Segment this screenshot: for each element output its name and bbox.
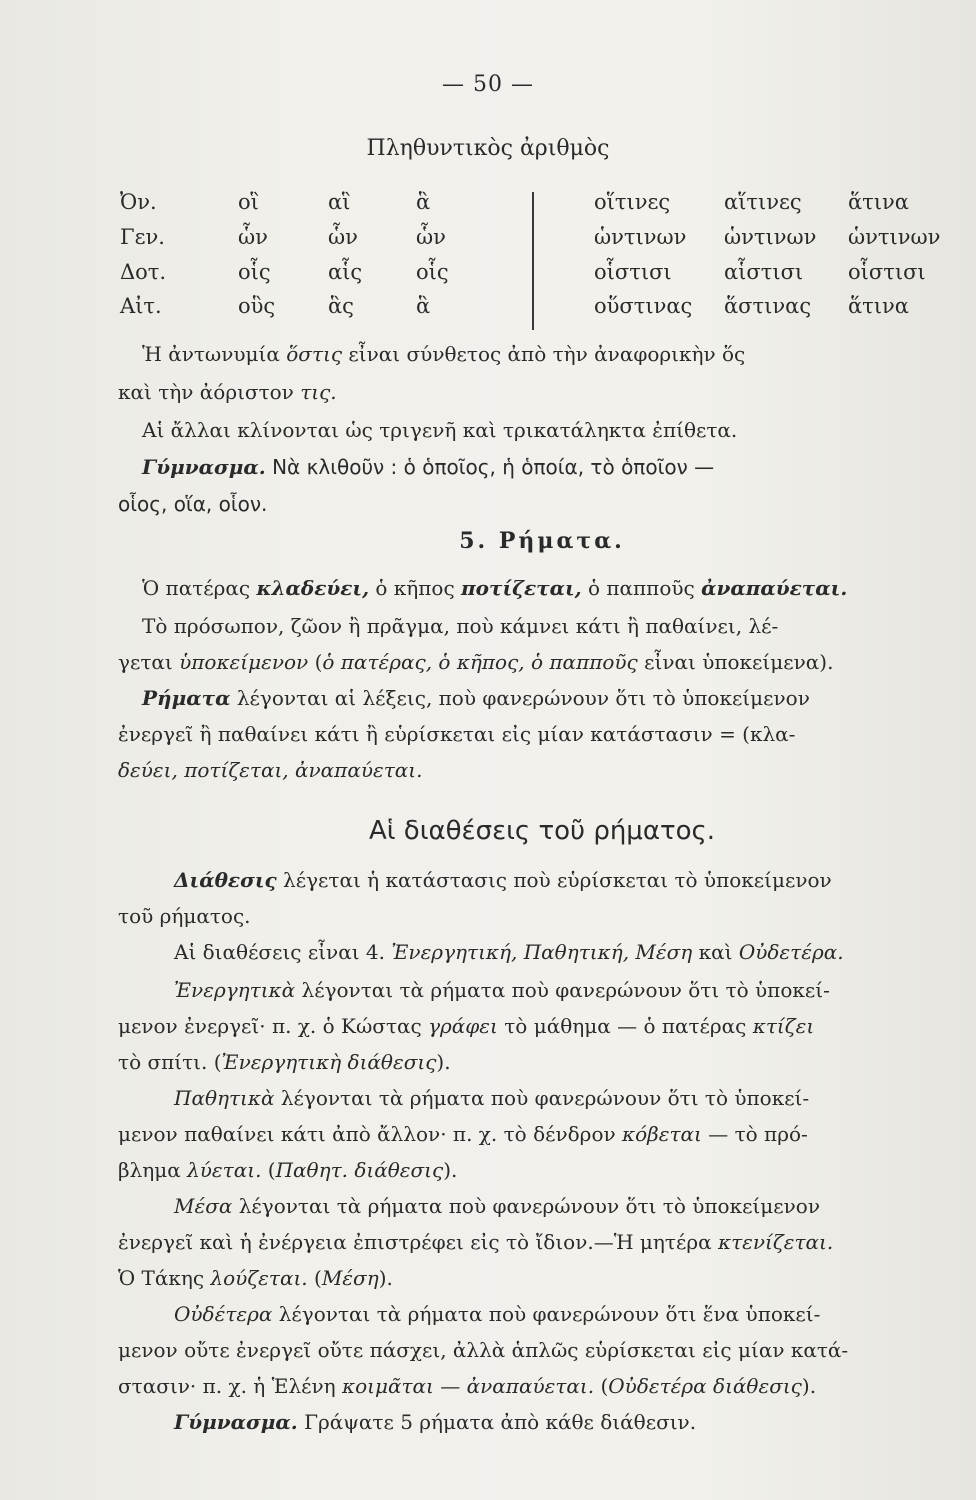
text-span: — xyxy=(433,1374,467,1398)
masculine-compound-form: ὡντινων xyxy=(594,225,687,249)
italic-term: ἀναπαύεται. xyxy=(466,1374,595,1398)
text-span: λέγεται ἡ κατάστασις ποὺ εὑρίσκεται τὸ ὑποκείμενον xyxy=(276,868,832,892)
text-span: τὸ σπίτι. ( xyxy=(118,1050,222,1074)
italic-term: Ἐνεργητικὰ xyxy=(174,978,296,1002)
italic-term: κόβεται xyxy=(622,1122,702,1146)
italic-term: Μέση xyxy=(321,1266,379,1290)
italic-term: κτίζει xyxy=(752,1014,815,1038)
text-span: Νὰ κλιθοῦν : ὁ ὁποῖος, ἡ ὁποία, τὸ ὁποῖον — xyxy=(265,455,715,479)
verbs-line-2: Τὸ πρόσωπον, ζῶον ἢ πρᾶγμα, ποὺ κάμνει κάτι ἢ παθαίνει, λέ- xyxy=(142,614,779,638)
masculine-compound-form: οὕστινας xyxy=(594,294,693,318)
neuter-line-1 xyxy=(118,1302,820,1326)
italic-term: ὑποκείμενον xyxy=(179,650,309,674)
plural-heading: Πληθυντικὸς ἀριθμὸς xyxy=(366,136,610,161)
text-span: ὁ κῆπος xyxy=(369,576,462,600)
declension-table xyxy=(120,190,960,330)
italic-term: Οὐδέτερα xyxy=(174,1302,273,1326)
active-line-3 xyxy=(118,1050,451,1074)
section-heading-verbs: 5. Ρήματα. xyxy=(459,528,625,554)
feminine-form: ἃς xyxy=(328,294,354,318)
text-span: ( xyxy=(308,650,323,674)
neuter-form: ὧν xyxy=(416,225,446,249)
verbs-line-6: δεύει, ποτίζεται, ἀναπαύεται. xyxy=(118,758,423,782)
bold-italic-term: Ρήματα xyxy=(142,686,231,710)
italic-term: ὁ πατέρας, ὁ κῆπος, ὁ παπποῦς xyxy=(322,650,638,674)
osits-paragraph-line-2 xyxy=(118,380,337,404)
neuter-form: ἃ xyxy=(416,190,431,214)
italic-term: Παθητ. διάθεσις xyxy=(275,1158,444,1182)
text-span: γεται xyxy=(118,650,180,674)
italic-term: Παθητικὰ xyxy=(174,1086,275,1110)
feminine-form: ὧν xyxy=(328,225,358,249)
italic-term: ὅστις xyxy=(286,342,343,366)
text-span: στασιν· π. χ. ἡ Ἑλένη xyxy=(118,1374,342,1398)
passive-line-2 xyxy=(118,1122,808,1146)
diathesis-count-line xyxy=(118,940,844,964)
text-span: ἐνεργεῖ καὶ ἡ ἐνέργεια ἐπιστρέφει εἰς τὸ ἴδιον.—Ἡ μητέρα xyxy=(118,1230,718,1254)
text-span: λέγονται τὰ ρήματα ποὺ φανερώνουν ὅτι τὸ ὑποκεί- xyxy=(295,978,830,1002)
text-span: καὶ xyxy=(692,940,739,964)
feminine-form: αἳ xyxy=(328,190,351,214)
diathesis-definition-line-1 xyxy=(118,868,832,892)
masculine-form: οὓς xyxy=(238,294,276,318)
text-span: ( xyxy=(261,1158,276,1182)
neuter-line-3 xyxy=(118,1374,816,1398)
active-line-2 xyxy=(118,1014,814,1038)
text-span: βλημα xyxy=(118,1158,188,1182)
text-span: εἶναι ὑποκείμενα). xyxy=(637,650,834,674)
text-span: Ὁ Τάκης xyxy=(118,1266,211,1290)
italic-term: Οὐδετέρα. xyxy=(738,940,844,964)
text-span: μενον παθαίνει κάτι ἀπὸ ἄλλον· π. χ. τὸ δένδρον xyxy=(118,1122,622,1146)
table-row xyxy=(120,260,960,290)
table-row xyxy=(120,294,960,324)
case-label: Ὀν. xyxy=(120,190,157,214)
exercise-label: Γύμνασμα. xyxy=(174,1410,298,1434)
exercise-label: Γύμνασμα. xyxy=(142,455,266,479)
text-span: λέγονται τὰ ρήματα ποὺ φανερώνουν ὅτι ἕνα ὑποκεί- xyxy=(272,1302,821,1326)
italic-term: κοιμᾶται xyxy=(341,1374,434,1398)
neuter-form: ἃ xyxy=(416,294,431,318)
text-span: μενον ἐνεργεῖ· π. χ. ὁ Κώστας xyxy=(118,1014,429,1038)
text-span: Ἡ ἀντωνυμία xyxy=(142,342,287,366)
text-span: ). xyxy=(436,1050,451,1074)
italic-term: Ἐνεργητική, Παθητική, Μέση xyxy=(391,940,693,964)
case-label: Γεν. xyxy=(120,225,165,249)
italic-term: γράφει xyxy=(428,1014,498,1038)
italic-term: Ἐνεργητικὴ διάθεσις xyxy=(221,1050,437,1074)
feminine-compound-form: αἵτινες xyxy=(724,190,802,214)
middle-line-1 xyxy=(118,1194,820,1218)
text-span: Ὁ πατέρας xyxy=(142,576,257,600)
middle-line-2 xyxy=(118,1230,833,1254)
italic-term: τις. xyxy=(300,380,337,404)
italic-term: λούζεται. xyxy=(210,1266,308,1290)
text-span: λέγονται αἱ λέξεις, ποὺ φανερώνουν ὅτι τὸ ὑποκείμενον xyxy=(230,686,810,710)
bold-italic-term: Διάθεσις xyxy=(174,868,277,892)
table-divider xyxy=(532,192,534,330)
bold-italic-term: ἀναπαύεται. xyxy=(701,576,848,600)
case-label: Δοτ. xyxy=(120,260,167,284)
neuter-compound-form: οἷστισι xyxy=(848,260,926,284)
text-span: — τὸ πρό- xyxy=(701,1122,808,1146)
case-label: Αἰτ. xyxy=(120,294,162,318)
text-span: λέγονται τὰ ρήματα ποὺ φανερώνουν ὅτι τὸ ὑποκείμενον xyxy=(232,1194,820,1218)
diathesis-definition-line-2: τοῦ ρήματος. xyxy=(118,904,251,928)
text-span: ὁ παπποῦς xyxy=(581,576,702,600)
text-span: ). xyxy=(443,1158,458,1182)
text-span: καὶ τὴν ἀόριστον xyxy=(118,380,301,404)
text-span: εἶναι σύνθετος ἀπὸ τὴν ἀναφορικὴν ὅς xyxy=(342,342,746,366)
neuter-compound-form: ἅτινα xyxy=(848,294,909,318)
verbs-line-3 xyxy=(118,650,833,674)
text-span: ( xyxy=(594,1374,609,1398)
neuter-form: οἷς xyxy=(416,260,449,284)
masculine-form: ὧν xyxy=(238,225,268,249)
middle-line-3 xyxy=(118,1266,393,1290)
table-row xyxy=(120,190,960,220)
exercise-1-line-2: οἷος, οἵα, οἷον. xyxy=(118,492,268,516)
text-span: λέγονται τὰ ρήματα ποὺ φανερώνουν ὅτι τὸ ὑποκεί- xyxy=(274,1086,810,1110)
bold-italic-term: κλαδεύει, xyxy=(256,576,370,600)
feminine-compound-form: αἷστισι xyxy=(724,260,804,284)
masculine-compound-form: οἵτινες xyxy=(594,190,671,214)
verbs-line-4 xyxy=(118,686,810,710)
exercise-2-line xyxy=(118,1410,696,1434)
other-pronouns-line: Αἱ ἄλλαι κλίνονται ὡς τριγενῆ καὶ τρικατάληκτα ἐπίθετα. xyxy=(142,418,738,442)
neuter-compound-form: ἅτινα xyxy=(848,190,909,214)
italic-term: κτενίζεται. xyxy=(717,1230,834,1254)
masculine-form: οἳ xyxy=(238,190,259,214)
page-number: — 50 — xyxy=(442,72,534,97)
table-row xyxy=(120,225,960,255)
neuter-line-2: μενον οὔτε ἐνεργεῖ οὔτε πάσχει, ἀλλὰ ἁπλῶς εὑρίσκεται εἰς μίαν κατά- xyxy=(118,1338,849,1362)
italic-term: λύεται. xyxy=(187,1158,262,1182)
text-span: ). xyxy=(378,1266,393,1290)
italic-term: Οὐδετέρα διάθεσις xyxy=(608,1374,802,1398)
feminine-form: αἷς xyxy=(328,260,363,284)
exercise-1-line-1 xyxy=(118,455,714,479)
verbs-line-1 xyxy=(118,576,847,600)
text-span: Αἱ διαθέσεις εἶναι 4. xyxy=(174,940,392,964)
passive-line-3 xyxy=(118,1158,457,1182)
section-heading-diatheseis: Αἱ διαθέσεις τοῦ ρήματος. xyxy=(368,816,716,846)
text-span: ( xyxy=(307,1266,322,1290)
masculine-compound-form: οἷστισι xyxy=(594,260,672,284)
text-span: τὸ μάθημα — ὁ πατέρας xyxy=(497,1014,753,1038)
passive-line-1 xyxy=(118,1086,809,1110)
text-span: Γράψατε 5 ρήματα ἀπὸ κάθε διάθεσιν. xyxy=(297,1410,697,1434)
neuter-compound-form: ὡντινων xyxy=(848,225,941,249)
active-line-1 xyxy=(118,978,830,1002)
text-span: ). xyxy=(801,1374,817,1398)
osits-paragraph-line-1 xyxy=(118,342,745,366)
italic-term: Μέσα xyxy=(174,1194,233,1218)
masculine-form: οἷς xyxy=(238,260,271,284)
feminine-compound-form: ὡντινων xyxy=(724,225,817,249)
verbs-line-5: ἐνεργεῖ ἢ παθαίνει κάτι ἢ εὑρίσκεται εἰς μίαν κατάστασιν = (κλα- xyxy=(118,722,796,746)
bold-italic-term: ποτίζεται, xyxy=(461,576,582,600)
feminine-compound-form: ἅστινας xyxy=(724,294,812,318)
